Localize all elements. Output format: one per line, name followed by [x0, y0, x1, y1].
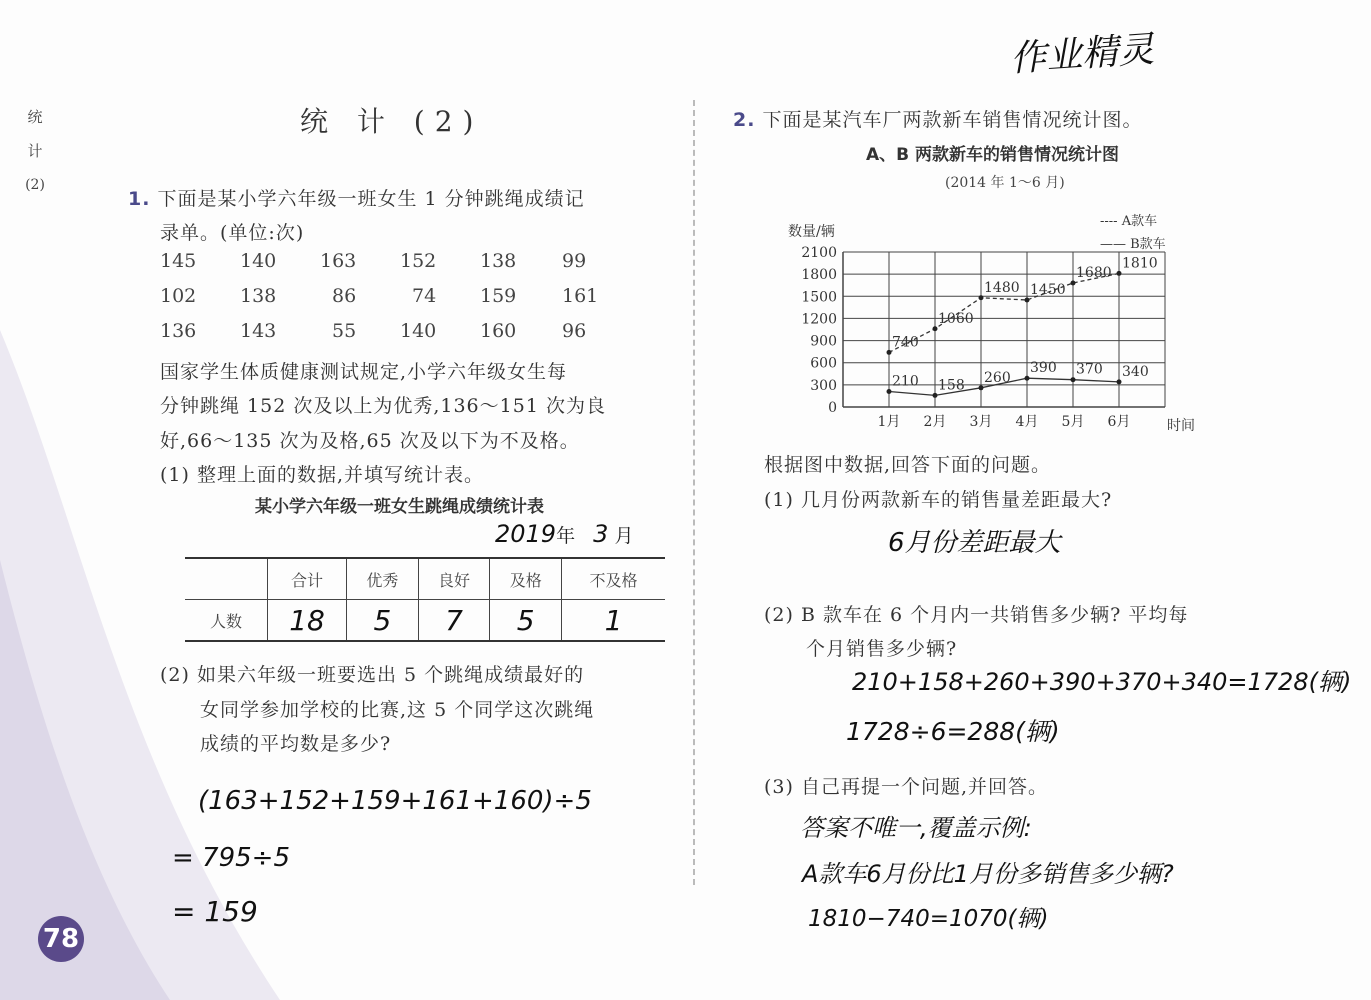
- statistics-table: [185, 557, 665, 642]
- y-tick-label: 2100: [801, 245, 837, 261]
- data-label: 370: [1076, 361, 1103, 378]
- score-row: [160, 285, 620, 320]
- data-point: [1071, 377, 1076, 382]
- q1-text: 下面是某小学六年级一班女生 1 分钟跳绳成绩记: [157, 188, 585, 210]
- q2-after-chart: 根据图中数据,回答下面的问题。: [764, 454, 1052, 476]
- y-tick-label: 600: [810, 355, 837, 372]
- score-grid: [160, 250, 620, 355]
- y-tick-label: 1800: [801, 267, 837, 284]
- score-cell: 96: [562, 320, 587, 342]
- x-tick-label: 4月: [1015, 414, 1039, 430]
- date-year-suffix: 年: [556, 525, 576, 547]
- data-label: 340: [1122, 363, 1149, 380]
- data-point: [933, 326, 938, 331]
- date-month: 3: [593, 520, 609, 548]
- q2-answer2-line1[interactable]: 210+158+260+390+370+340=1728(辆): [852, 668, 1352, 696]
- score-cell: 138: [480, 250, 517, 272]
- score-cell: 160: [480, 320, 517, 342]
- score-cell: 99: [562, 250, 587, 272]
- data-point: [1117, 271, 1122, 276]
- q1-number: 1.: [128, 188, 151, 210]
- y-tick-label: 1500: [801, 289, 837, 306]
- data-label: 740: [892, 334, 919, 351]
- q2-answer3-line1[interactable]: 答案不唯一,覆盖示例:: [800, 814, 1032, 842]
- data-point: [1025, 297, 1030, 302]
- table-value-total[interactable]: 18: [268, 600, 347, 642]
- score-cell: 136: [160, 320, 197, 342]
- legend-b: —— B款车: [1100, 237, 1166, 252]
- chart-title: A、B 两款新车的销售情况统计图: [866, 145, 1120, 165]
- score-cell: 161: [562, 285, 599, 307]
- score-cell: 86: [332, 285, 357, 307]
- table-header-cell: 合计: [268, 558, 347, 600]
- data-point: [1117, 379, 1122, 384]
- table-header-cell: 优秀: [347, 558, 419, 600]
- data-label: 1480: [984, 279, 1020, 296]
- q2-sub3: (3) 自己再提一个问题,并回答。: [764, 776, 1048, 798]
- data-point: [933, 393, 938, 398]
- page-number: 78: [38, 916, 84, 962]
- table-value-fail[interactable]: 1: [562, 600, 665, 642]
- score-cell: 55: [332, 320, 357, 342]
- q1-answer-line3[interactable]: = 159: [172, 895, 258, 928]
- score-cell: 140: [400, 320, 437, 342]
- score-cell: 163: [320, 250, 357, 272]
- score-cell: 138: [240, 285, 277, 307]
- score-row: [160, 250, 620, 285]
- side-tab-char: 计: [27, 142, 43, 160]
- data-label: 1060: [938, 310, 974, 327]
- page-spine-divider: [693, 100, 695, 885]
- data-point: [979, 295, 984, 300]
- data-label: 390: [1030, 360, 1057, 377]
- score-cell: 152: [400, 250, 437, 272]
- data-point: [887, 350, 892, 355]
- x-tick-label: 5月: [1061, 414, 1085, 430]
- q1-rule-line1: 国家学生体质健康测试规定,小学六年级女生每: [160, 361, 568, 383]
- y-axis-label: 数量/辆: [788, 224, 835, 240]
- table-header-row: [185, 558, 665, 600]
- q1-sub2-line1: (2) 如果六年级一班要选出 5 个跳绳成绩最好的: [160, 664, 585, 686]
- y-tick-label: 900: [810, 333, 837, 350]
- table-value-pass[interactable]: 5: [490, 600, 562, 642]
- sales-line-chart: [770, 205, 1210, 435]
- table-header-cell: 不及格: [562, 558, 665, 600]
- data-label: 210: [892, 373, 919, 390]
- data-label: 1450: [1030, 281, 1066, 298]
- q2-answer3-line3[interactable]: 1810−740=1070(辆): [808, 906, 1049, 932]
- date-year: 2019: [495, 520, 557, 548]
- handwritten-stamp: 作业精灵: [1008, 29, 1156, 80]
- x-tick-label: 3月: [969, 414, 993, 430]
- q2-answer1[interactable]: 6月份差距最大: [888, 528, 1061, 558]
- q2-answer2-line2[interactable]: 1728÷6=288(辆): [846, 717, 1060, 746]
- data-point: [1025, 376, 1030, 381]
- score-cell: 102: [160, 285, 197, 307]
- data-point: [979, 385, 984, 390]
- y-tick-label: 1200: [801, 311, 837, 328]
- date-month-suffix: 月: [614, 525, 634, 547]
- q2-intro: [733, 105, 1143, 132]
- data-label: 1810: [1122, 255, 1158, 272]
- page-title: 统 计 (2): [300, 105, 484, 138]
- q1-rule-line2: 分钟跳绳 152 次及以上为优秀,136～151 次为良: [160, 395, 606, 417]
- q2-sub1: (1) 几月份两款新车的销售量差距最大?: [764, 489, 1113, 511]
- y-tick-label: 300: [810, 377, 837, 394]
- side-tab-char: 统: [27, 108, 43, 126]
- q1-answer-line1[interactable]: (163+152+159+161+160)÷5: [198, 786, 592, 816]
- table-header-cell: 良好: [418, 558, 490, 600]
- side-tab: [24, 100, 46, 202]
- q2-answer3-line2[interactable]: A款车6月份比1月份多销售多少辆?: [802, 860, 1174, 888]
- data-point: [1071, 281, 1076, 286]
- table-row-label: 人数: [185, 600, 268, 642]
- data-label: 1680: [1076, 265, 1112, 281]
- table-header-cell: 及格: [490, 558, 562, 600]
- score-cell: 140: [240, 250, 277, 272]
- table-value-good[interactable]: 7: [418, 600, 490, 642]
- score-cell: 143: [240, 320, 277, 342]
- q2-number: 2.: [733, 109, 756, 131]
- x-tick-label: 1月: [877, 414, 901, 430]
- y-tick-label: 0: [828, 400, 837, 416]
- legend-a: ---- A款车: [1100, 214, 1158, 229]
- q1-rule-line3: 好,66～135 次为及格,65 次及以下为不及格。: [160, 430, 580, 452]
- score-cell: 159: [480, 285, 517, 307]
- q1-line2: 录单。(单位:次): [160, 222, 305, 244]
- table-row: [185, 600, 665, 642]
- q1-line1: [128, 184, 585, 211]
- data-label: 260: [984, 369, 1011, 386]
- q1-answer-line2[interactable]: = 795÷5: [172, 843, 291, 873]
- q1-sub2-line3: 成绩的平均数是多少?: [200, 733, 392, 755]
- data-point: [887, 389, 892, 394]
- data-label: 158: [938, 377, 965, 394]
- score-row: [160, 320, 620, 355]
- q1-sub2-line2: 女同学参加学校的比赛,这 5 个同学这次跳绳: [200, 699, 595, 721]
- table-date: [495, 520, 633, 548]
- score-cell: 145: [160, 250, 197, 272]
- side-tab-char: (2): [25, 177, 45, 193]
- chart-subtitle: (2014 年 1～6 月): [945, 175, 1065, 191]
- x-axis-label: 时间: [1167, 418, 1195, 434]
- q1-sub1: (1) 整理上面的数据,并填写统计表。: [160, 464, 484, 486]
- q2-sub2-line1: (2) B 款车在 6 个月内一共销售多少辆? 平均每: [764, 604, 1189, 626]
- x-tick-label: 2月: [923, 414, 947, 430]
- q2-sub2-line2: 个月销售多少辆?: [806, 638, 958, 660]
- table-header-cell: [185, 558, 268, 600]
- x-tick-label: 6月: [1107, 414, 1131, 430]
- score-cell: 74: [412, 285, 437, 307]
- table-title: 某小学六年级一班女生跳绳成绩统计表: [255, 497, 544, 517]
- table-value-excellent[interactable]: 5: [347, 600, 419, 642]
- q2-text: 下面是某汽车厂两款新车销售情况统计图。: [762, 109, 1143, 131]
